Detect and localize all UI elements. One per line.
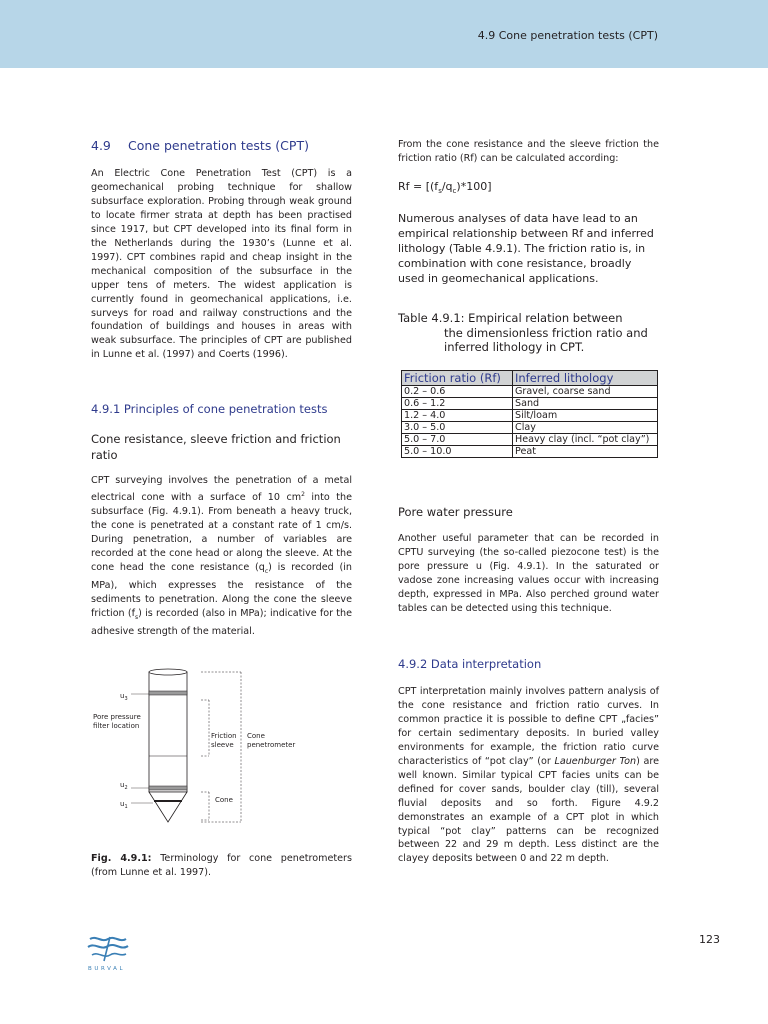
page-number: 123	[699, 933, 720, 946]
label-filter-1: Pore pressure	[93, 713, 141, 721]
table-row: 0.6 – 1.2 Sand	[402, 398, 658, 410]
label-sleeve-2: sleeve	[211, 741, 234, 749]
figure-caption: Fig. 4.9.1: Terminology for cone penetrometers (from Lunne et al. 1997).	[91, 853, 352, 878]
label-u3: $u_3$	[120, 692, 128, 702]
intro-paragraph: An Electric Cone Penetration Test (CPT) is a geomechanical probing technique for shallow subsurface exploration. Probing through weak ground to locate firmer strata at depth has been practised since 1917, but CPT developed into its final form in the Netherlands during the 1930’s (Lunne et al. 1997). CPT combines rapid and cheap insight in the mechanical composition of the subsurface in the upper tens of meters. The widest application is currently found in geomechanical applications, i.e. surveys for road and railway constructions and the foundation of buildings and houses in areas with weak subsurface. The principles of CPT are published in Lunne et al. (1997) and Coerts (1996).	[91, 168, 352, 361]
table-row: 5.0 – 10.0 Peat	[402, 446, 658, 458]
logo-text: BURVAL	[88, 966, 126, 972]
label-filter-2: filter location	[93, 722, 140, 730]
table-row: 1.2 – 4.0 Silt/loam	[402, 410, 658, 422]
label-cone-pen-2: penetrometer	[247, 741, 296, 749]
section-heading	[91, 138, 309, 153]
friction-ratio-table	[401, 370, 658, 458]
burval-logo	[86, 933, 132, 973]
running-head: 4.9 Cone penetration tests (CPT)	[477, 29, 658, 42]
subsection-heading-principles: 4.9.1 Principles of cone penetration tests	[91, 402, 328, 416]
label-u1: $u_1$	[120, 800, 128, 810]
label-cone: Cone	[215, 796, 233, 804]
filter-u2	[149, 786, 187, 790]
table-caption: Table 4.9.1: Empirical relation between the dimensionless friction ratio and inferred lithology in CPT.	[398, 311, 648, 355]
subheading-cone-resistance: Cone resistance, sleeve friction and friction ratio	[91, 432, 341, 462]
label-cone-pen-1: Cone	[247, 732, 265, 740]
friction-intro: From the cone resistance and the sleeve friction the friction ratio (Rf) can be calculated according:	[398, 139, 659, 164]
label-u2: $u_2$	[120, 781, 128, 791]
analyses-paragraph: Numerous analyses of data have lead to an empirical relationship between Rf and inferred lithology (Table 4.9.1). The friction ratio is, in combination with cone resistance, broadly used in geomechanical applications.	[398, 212, 654, 286]
friction-ratio-formula: $Rf = [(f_s/q_c)*100]$	[398, 180, 492, 196]
table-header-lithology: Inferred lithology	[513, 371, 658, 386]
table-row: 5.0 – 7.0 Heavy clay (incl. “pot clay”)	[402, 434, 658, 446]
cpt-paragraph: CPT surveying involves the penetration of a metal electrical cone with a surface of 10 $cm^2$ into the subsurface (Fig. 4.9.1). From beneath a heavy truck, the cone is penetrated at a constant rate of 1 cm/s. During penetration, a number of variables are recorded at the cone head or along the sleeve. At the cone head the cone resistance $(q_c)$ is recorded (in MPa), which expresses the resistance of the sediments to penetration. Along the cone the sleeve friction $(f_s)$ is recorded (also in MPa); indicative for the adhesive strength of the material.	[91, 475, 353, 637]
pore-water-heading: Pore water pressure	[398, 505, 513, 519]
section-number: 4.9	[91, 138, 111, 153]
section-title: Cone penetration tests (CPT)	[128, 138, 309, 153]
table-row: 3.0 – 5.0 Clay	[402, 422, 658, 434]
label-sleeve-1: Friction	[211, 732, 237, 740]
cone-penetrometer-figure	[91, 664, 321, 844]
subsection-heading-interpretation: 4.9.2 Data interpretation	[398, 657, 542, 671]
cone-tip	[149, 792, 187, 822]
table-row: 0.2 – 0.6 Gravel, coarse sand	[402, 386, 658, 398]
pore-water-paragraph: Another useful parameter that can be recorded in CPTU surveying (the so-called piezocone test) is the pore pressure u (Fig. 4.9.1). In the saturated or vadose zone increasing values occur with increasing depth, expressed in MPa. Also perched ground water tables can be detected using this technique.	[398, 533, 659, 614]
interpretation-paragraph: CPT interpretation mainly involves pattern analysis of the cone resistance and friction ratio curves. In common practice it is possible to define CPT „facies” for certain sedimentary deposits. In buried valley environments for example, the friction ratio curve characteristics of “pot clay” (or Lauenburger Ton) are well known. Similar typical CPT facies units can be defined for cover sands, boulder clay (till), several fluvial deposits and so forth. Figure 4.9.2 demonstrates an example of a CPT plot in which typical “pot clay” patterns can be recognized between 22 and 29 m depth. Less distinct are the clayey deposits between 0 and 22 m depth.	[398, 686, 659, 865]
penetrometer-body	[149, 672, 187, 792]
filter-u3	[149, 691, 187, 695]
table-header-rf: Friction ratio (Rf)	[402, 371, 513, 386]
